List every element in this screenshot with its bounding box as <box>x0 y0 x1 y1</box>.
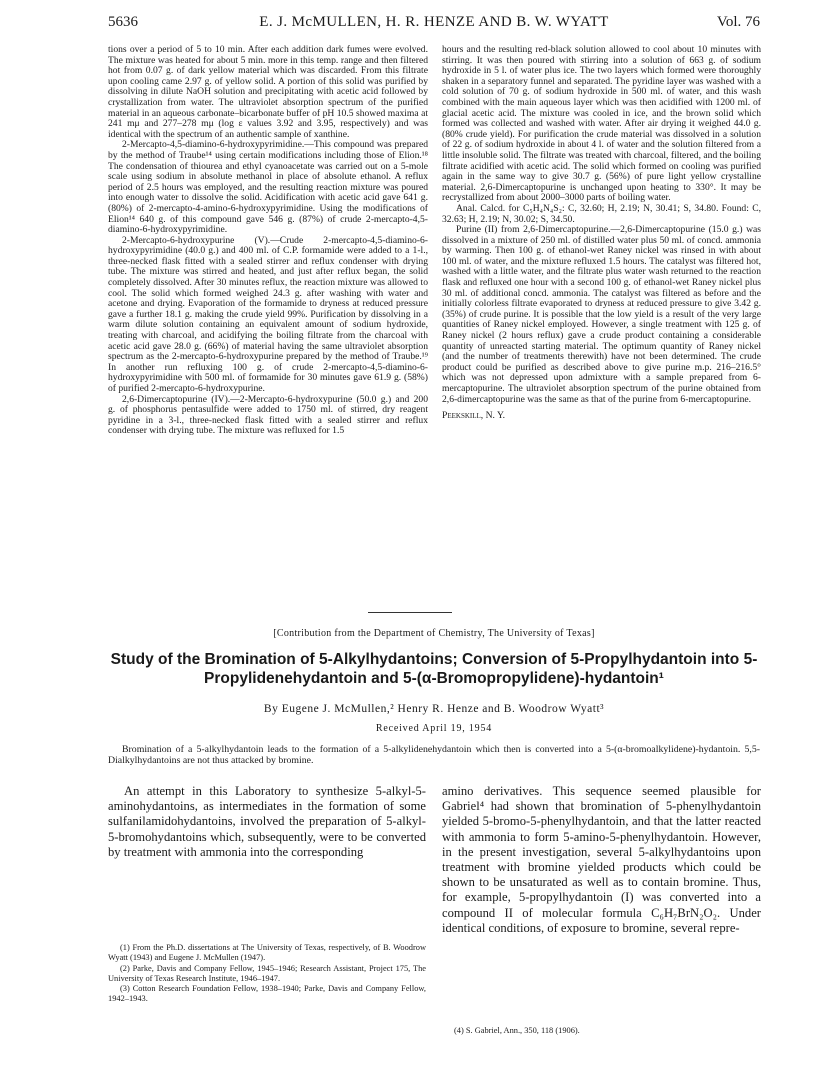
body-right-column <box>442 784 761 1024</box>
body-paragraph: An attempt in this Laboratory to synthesize 5-alkyl-5-aminohydantoins, as intermediates in the formation of some sulfanilamidohydantoins, involved the preparation of 5-alkyl-5-bromohydantoins which, subsequently, were to be converted by treatment with ammonia into the corresponding <box>108 784 426 859</box>
footnote: (1) From the Ph.D. dissertations at The University of Texas, respectively, of B. Woodrow Wyatt (1943) and Eugene J. McMullen (1947). <box>108 943 426 963</box>
body-left-column <box>108 784 426 939</box>
signoff-location: Peekskill, N. Y. <box>442 410 506 422</box>
paragraph: 2-Mercapto-4,5-diamino-6-hydroxypyrimidine.—This compound was prepared by the method of Traube¹⁴ using certain modifications including those of Elion.¹⁸ The condensation of thiourea and ethyl cyanoacetate was carried out on a 5-mole scale using sodium in absolute methanol in place of absolute ethanol. A reflux period of 2.5 hours was employed, and the resulting reaction mixture was poured into enough water to dissolve the solid. Acidification with acetic acid gave 641 g. (80%) of 2-mercapto-4-amino-6-hydroxypyrimidine. Using the modifications of Elion¹⁴ 640 g. of this compound gave 546 g. (87%) of crude 2-mercapto-4,5-diamino-6-hydroxypyrimidine. <box>108 139 428 236</box>
received-date: Received April 19, 1954 <box>375 723 493 734</box>
running-header <box>108 14 760 38</box>
footnotes-right <box>442 1026 761 1036</box>
paragraph: hours and the resulting red-black solution allowed to cool about 10 minutes with stirring. It was then poured with stirring into a solution of 663 g. of sodium hydroxide in 5 l. of water plus ice. The two layers which formed were thoroughly shaken in a separatory funnel and separated. The pyridine layer was washed with a cold solution of 70 g. of sodium hydroxide in 500 ml. of water, and this wash combined with the main aqueous layer which was then acidified with 1200 ml. of glacial acetic acid. The mixture was cooled in ice, and the brown solid which formed was collected and washed with water. After air drying it weighed 44.0 g. (80% crude yield). For purification the crude material was dissolved in a solution of 22 g. of sodium hydroxide in about 4 l. of water and the solution filtered from a little insoluble solid. The filtrate was treated with charcoal, filtered, and the boiling filtrate acidified with acetic acid. The solid which formed on cooling was purified again in the same way to give 30.7 g. (56%) of pure light yellow crystalline material. 2,6-Dimercaptopurine is unchanged upon heating to 330°. It may be recrystallized from about 2000–3000 parts of boiling water. <box>442 45 761 204</box>
footnotes-left <box>108 943 426 1005</box>
volume-label: Vol. 76 <box>716 14 760 30</box>
page-number: 5636 <box>108 14 138 30</box>
section-divider <box>368 612 452 613</box>
article-title: Study of the Bromination of 5-Alkylhydantoins; Conversion of 5-Propylhydantoin into 5-Propylidenehydantoin and 5-(α-Bromopropylidene)-hydantoin¹ <box>110 651 758 687</box>
paragraph: 2-Mercapto-6-hydroxypurine (V).—Crude 2-mercapto-4,5-diamino-6-hydroxypyrimidine (40.0 g.) and 400 ml. of C.P. formamide were added to a 1-l., three-necked flask fitted with a sealed stirrer and reflux condenser with drying tube. The mixture was stirred and heated, and just after reflux began, the solid completely dissolved. After 30 minutes reflux, the reaction mixture was allowed to cool. The solid which formed weighed 24.3 g. after washing with water and acetone and drying. Evaporation of the formamide to dryness at reduced pressure gave a further 18.1 g. making the crude yield 99%. Purification by dissolving in a warm dilute solution containing an equivalent amount of sodium hydroxide, treating with charcoal, and acidifying the boiling filtrate from the charcoal with acetic acid gave 28.0 g. (66%) of material having the same ultraviolet absorption spectrum as the 2-mercapto-6-hydroxypurine prepared by the method of Traube.¹⁹ In another run refluxing 100 g. of crude 2-mercapto-4,5-diamino-6-hydroxypyrimidine with 500 ml. of formamide for 30 minutes gave 61.9 g. (58%) of purified 2-mercapto-6-hydroxypurine. <box>108 234 428 394</box>
footnote: (4) S. Gabriel, Ann., 350, 118 (1906). <box>454 1026 580 1035</box>
running-title: E. J. McMULLEN, H. R. HENZE AND B. W. WYATT <box>259 14 609 30</box>
footnote: (3) Cotton Research Foundation Fellow, 1938–1940; Parke, Davis and Company Fellow, 1942–1943. <box>108 984 426 1004</box>
paragraph: tions over a period of 5 to 10 min. After each addition dark fumes were evolved. The mixture was heated for about 5 min. more in this temp. range and then filtered hot from 0.07 g. of dark yellow material which was discarded. From this filtrate upon cooling came 2.97 g. of yellow solid. A portion of this solid was purified by dissolving in dilute NaOH solution and precipitating with acetic acid followed by crystallization from water. The ultraviolet absorption spectrum of the purified material in an aqueous carbonate–bicarbonate buffer of pH 10.5 showed maxima at 241 mμ and 277–278 mμ (log ε values 3.92 and 3.95, respectively) and was identical with the spectrum of an authentic sample of xanthine. <box>108 45 428 140</box>
analysis-paragraph: Anal. Calcd. for C₅H₄N₄S₂: C, 32.60; H, 2.19; N, 30.41; S, 34.80. Found: C, 32.63; H, 2.19; N, 30.02; S, 34.50. <box>442 202 761 225</box>
footnote: (2) Parke, Davis and Company Fellow, 1945–1946; Research Assistant, Project 175, The University of Texas Research Institute, 1946–1947. <box>108 963 426 983</box>
author-line: By Eugene J. McMullen,² Henry R. Henze and B. Woodrow Wyatt³ <box>263 703 605 715</box>
paragraph: Purine (II) from 2,6-Dimercaptopurine.—2,6-Dimercaptopurine (15.0 g.) was dissolved in a mixture of 250 ml. of distilled water plus 50 ml. of concd. ammonia by warming. Then 100 g. of ethanol-wet Raney nickel was rinsed in with about 100 ml. of water, and the mixture refluxed 1.5 hours. The catalyst was filtered hot, washed with a little water, and the filtrate plus water wash returned to the reaction flask and refluxed one hour with a second 100 g. of ethanol-wet Raney nickel plus 30 ml. of additional concd. ammonia. The catalyst was filtered as before and the initially colorless filtrate evaporated to dryness at reduced pressure to give 3.42 g. (35%) of crude purine. It is possible that the low yield is a result of the very large quantities of Raney nickel employed. However, a single treatment with 125 g. of Raney nickel (2 hours reflux) gave a crude product containing a considerable quantity of unreacted starting material. The optimum quantity of Raney nickel (and the number of treatments therewith) have not been determined. The crude product could be purified as described above to give purine m.p. 216–216.5° which was not depressed upon admixture with a sample prepared from 6-mercaptopurine. The ultraviolet absorption spectrum of the purine obtained from 2,6-dimercaptopurine was the same as that of the purine from 6-mercaptopurine. <box>442 224 761 405</box>
right-experimental-column <box>442 45 761 605</box>
left-experimental-column <box>108 45 428 605</box>
contribution-line: [Contribution from the Department of Chemistry, The University of Texas] <box>273 628 595 639</box>
paragraph: 2,6-Dimercaptopurine (IV).—2-Mercapto-6-hydroxypurine (50.0 g.) and 200 g. of phosphorus pentasulfide were added to 1750 ml. of stirred, dry reagent pyridine in a 3-l., three-necked flask fitted with a sealed stirrer and reflux condenser with drying tube. The mixture was refluxed for 1.5 <box>108 393 428 437</box>
abstract: Bromination of a 5-alkylhydantoin leads to the formation of a 5-alkylidenehydantoin which then is converted into a 5-(α-bromoalkylidene)-hydantoin. 5,5-Dialkylhydantoins are not thus attacked by bromine. <box>108 744 760 766</box>
body-paragraph: amino derivatives. This sequence seemed plausible for Gabriel⁴ had shown that bromination of 5-phenylhydantoin yielded 5-bromo-5-phenylhydantoin, and that the latter reacted with ammonia to form 5-amino-5-phenylhydantoin. However, in the present investigation, several 5-alkylhydantoins upon treatment with bromine yielded products which could be shown to be unsaturated as well as to contain bromine. Thus, for example, 5-propylhydantoin (I) was converted into a compound II of molecular formula C₆H₇BrN₂O₂. Under identical conditions, of exposure to bromine, several repre- <box>442 784 761 935</box>
